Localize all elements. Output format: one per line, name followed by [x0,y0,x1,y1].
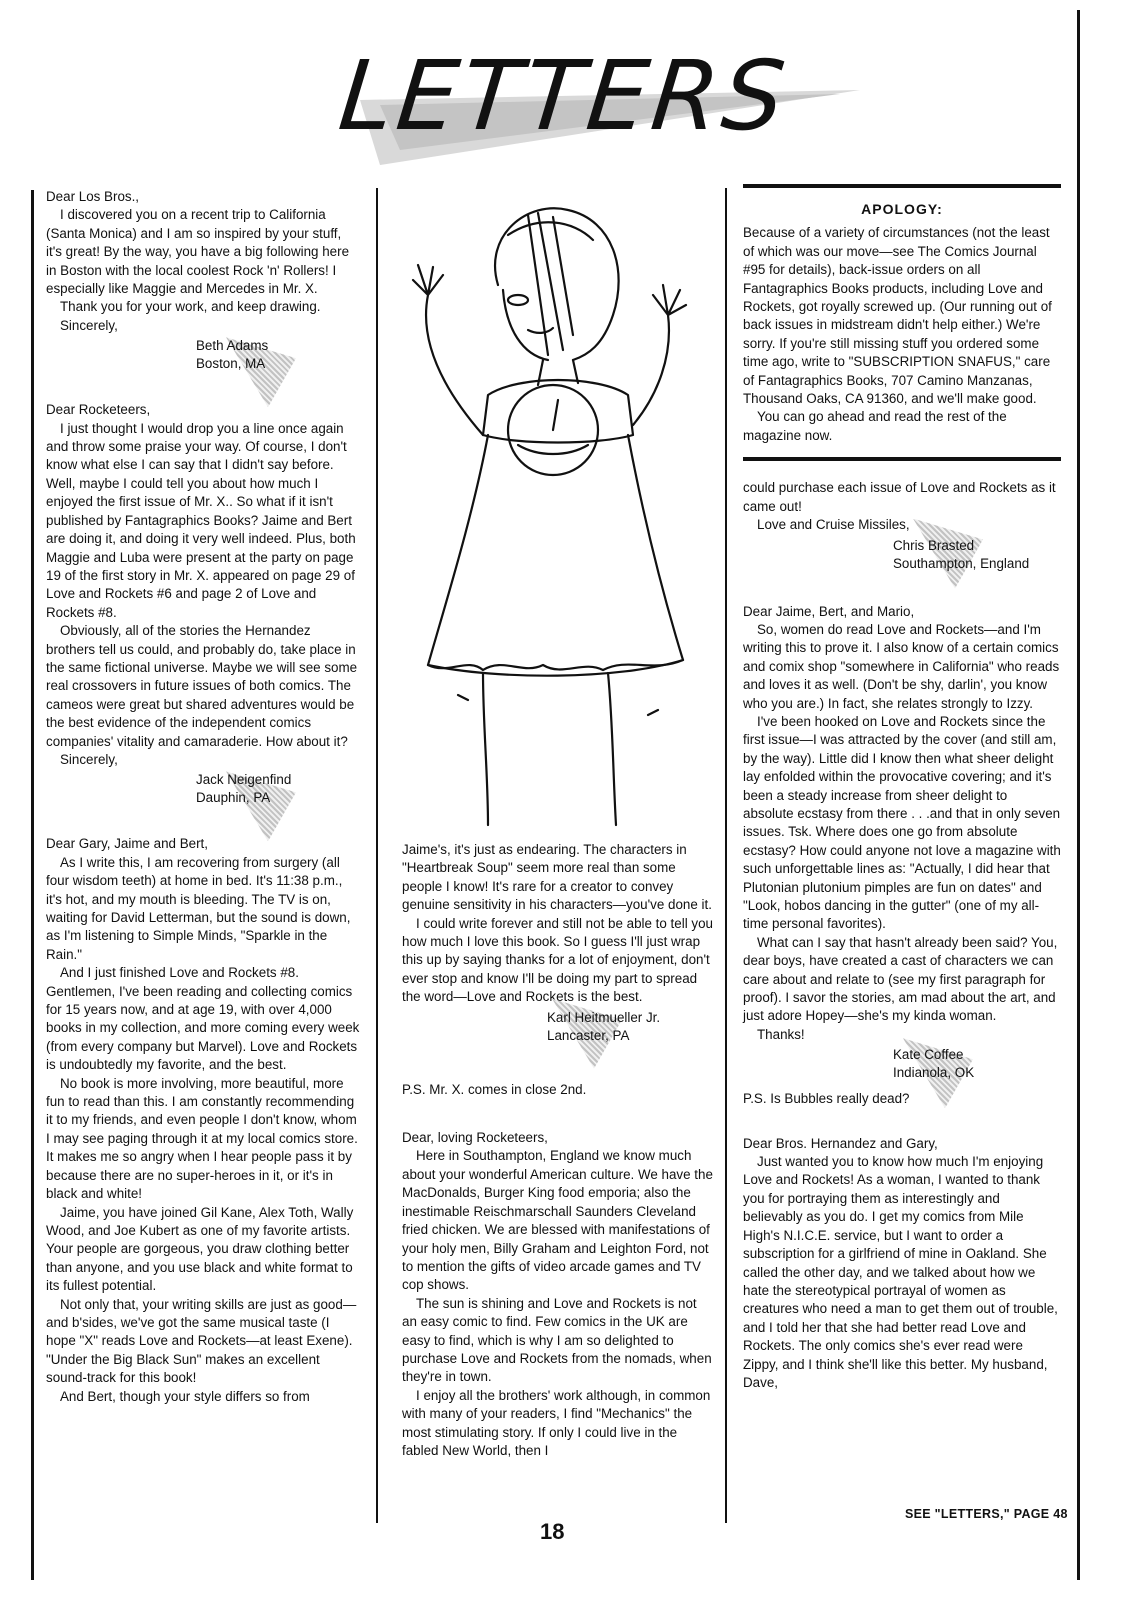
letter-5-paragraph: Here in Southampton, England we know much about your wonderful American culture. We have the MacDonalds, Burger King food emporia; also the inestimable Reischmarschall Saunders Cleveland fried chicken. We are blessed with manifestations of your holy men, Billy Graham and Leighton Ford, not to mention the gifts of video arcade games and TV cop shows. [402,1148,713,1293]
letter-5-paragraph: I enjoy all the brothers' work although, in common with many of your readers, I find "Mechanics" the most stimulating story. If only I could live in the fabled New World, then I [402,1387,711,1458]
letter-6-paragraph: I've been hooked on Love and Rockets since the first issue—I was attracted by the cover (and still am, by the way). Little did I know then what sheer delight lay enfolded within the provocative covering; and it's been a steady increase from sheer delight to absolute ecstasy from there . . .and that in only seven issues. Tsk. Where does one go from absolute ecstasy? How could anyone not love a magazine with such unforgettable lines as: "Actually, I did hear that Plutonian plutonium pimples are fun on dates" and "Look, hobos dancing in the gutter" (one of my all-time personal favorites). [743,713,1061,932]
letter-6-closing: Thanks! [757,1026,805,1042]
letter-1-signature [46,337,360,397]
letter-7-paragraph: Just wanted you to know how much I'm enjoying Love and Rockets! As a woman, I wanted to thank you for portraying them as interestingly and believably as you do. I get my comics from Mile High's N.I.C.E. service, but I want to order a subscription for a girlfriend of mine in Oakland. She called the other day, and we talked about how we hate the stereotypical portrayal of women as creatures who need a man to get them out of trouble, and I told her that she had better read Love and Rockets. The only comics she's ever read were Zippy, and I think she'll like this better. My husband, Dave, [743,1154,1058,1390]
column-divider-1 [376,188,378,1523]
letter-5-location: Southampton, England [893,555,1030,571]
apology-paragraph: Because of a variety of circumstances (not the least of which was our move—see The Comics Journal #95 for details), back-issue orders on all Fantagraphics Books products, including Love and Rockets, got royally screwed up. (Our running out of back issues in midstream didn't help either.) We're sorry. If you're still missing stuff you ordered some time ago, write to "SUBSCRIPTION SNAFUS," care of Fantagraphics Books, 707 Camino Manzanas, Thousand Oaks, CA 91360, and we'll make good. [743,225,1052,407]
letter-1-paragraph: Thank you for your work, and keep drawing. [60,299,321,315]
letter-3-paragraph: Jaime, you have joined Gil Kane, Alex Toth, Wally Wood, and Joe Kubert as one of my favorite artists. Your people are gorgeous, you draw clothing better than anyone, and you use black and white format to its fullest potential. [46,1204,354,1294]
letter-5-author: Chris Brasted [893,537,975,553]
letter-7-salutation: Dear Bros. Hernandez and Gary, [743,1135,938,1151]
letter-3-paragraph: As I write this, I am recovering from surgery (all four wisdom teeth) at home in bed. It's 11:38 p.m., it's hot, and my mouth is bleeding. The TV is on, waiting for David Letterman, but the sound is down, as I'm listening to Simple Minds, "Sparkle in the Rain." [46,854,351,962]
apology-title: APOLOGY: [861,201,943,217]
letter-2-paragraph: I just thought I would drop you a line once again and throw some praise your way. Of course, I don't know what else I can say that I didn't say before. Well, maybe I could tell you about how much I enjoyed the first issue of Mr. X.. So what if it isn't published by Fantagraphics Books? Jaime and Bert are doing it, and doing it very well indeed. Plus, both Maggie and Luba were present at the party on page 19 of the first story in Mr. X. appeared on page 29 of Love and Rockets #6 and page 2 of Love and Rockets #8. [46,420,356,620]
letter-6-salutation: Dear Jaime, Bert, and Mario, [743,603,915,619]
apology-paragraph: You can go ahead and read the rest of the magazine now. [743,409,1007,443]
right-border [1077,10,1080,1580]
letter-4-postscript: P.S. Mr. X. comes in close 2nd. [402,1081,587,1097]
column-divider-2 [725,188,727,1523]
column-2 [402,841,714,1460]
left-border [31,190,34,1580]
letter-2-signature [46,771,360,831]
letter-3-paragraph: And Bert, though your style differs so from [60,1388,310,1404]
letter-3-paragraph: Not only that, your writing skills are just as good—and b'sides, we've got the same musical taste (I hope "X" reads Love and Rockets—at least Exene). "Under the Big Black Sun" makes an excellent sound-track for this book! [46,1296,357,1386]
letter-6-paragraph: So, women do read Love and Rockets—and I'm writing this to prove it. I also know of a certain comics and comix shop "somewhere in California" who reads and loves it as well. (Don't be shy, darlin', you know who you are.) In fact, she relates strongly to Izzy. [743,621,1060,711]
letter-2-paragraph: Obviously, all of the stories the Hernandez brothers tell us could, and probably do, take place in the same fictional universe. Maybe we will see some real crossovers in future issues of both comics. The cameos were great but shared adventures would be the best evidence of the independent comics companies' vitality and camaraderie. How about it? [46,623,358,749]
letter-1-author: Beth Adams [196,338,269,354]
letter-4-signature [402,1009,714,1077]
letter-3-paragraph: No book is more involving, more beautiful, more fun to read than this. I am constantly recommending it to my friends, and even people I don't know, whom I may see paging through it at my local comics store. It makes me so angry when I hear people pass it by because there are no super-heroes in it, or it's in black and white! [46,1075,358,1202]
letter-2-salutation: Dear Rocketeers, [46,402,151,418]
letter-4-paragraph: I could write forever and still not be able to tell you how much I love this book. So I guess I'll just wrap this up by saying thanks for a lot of enjoyment, don't ever stop and know I'll be doing my part to spread the word—Love and Rockets is the best. [402,915,713,1005]
letter-2-closing: Sincerely, [60,751,118,767]
letter-5-paragraph: The sun is shining and Love and Rockets is not an easy comic to find. Few comics in the UK are easy to find, which is why I am so delighted to purchase Love and Rockets from the nomads, when they're in town. [402,1295,712,1385]
letter-5-salutation: Dear, loving Rocketeers, [402,1130,548,1146]
letter-6-author: Kate Coffee [893,1047,964,1063]
letter-3-paragraph: And I just finished Love and Rockets #8. Gentlemen, I've been reading and collecting comics for 15 years now, and at age 19, with over 4,000 books in my collection, and more coming every week (from every company but Marvel). Love and Rockets is undoubtedly my favorite, and the best. [46,965,360,1073]
continued-reference: SEE "LETTERS," PAGE 48 [905,1507,1068,1521]
apology-top-rule [743,184,1061,188]
character-illustration [388,195,718,835]
letter-4-paragraph: Jaime's, it's just as endearing. The characters in "Heartbreak Soup" seem more real than some people I know! It's rare for a creator to convey genuine sensitivity in his characters—you've done it. [402,842,712,913]
letter-4-location: Lancaster, PA [547,1027,630,1043]
column-3 [743,184,1061,1392]
letter-5-signature [743,537,1061,599]
letter-6-signature [743,1046,1061,1086]
letter-3-salutation: Dear Gary, Jaime and Bert, [46,836,208,852]
letter-5-continued: could purchase each issue of Love and Rockets as it came out! [743,480,1056,514]
letter-4-author: Karl Heitmueller Jr. [547,1009,661,1025]
letter-1-paragraph: I discovered you on a recent trip to California (Santa Monica) and I am so inspired by your stuff, it's great! By the way, you have a big following here in Boston with the local coolest Rock 'n' Rollers! I especially like Maggie and Mercedes in Mr. X. [46,207,350,297]
letter-1-location: Boston, MA [196,356,266,372]
page-number: 18 [540,1519,565,1544]
letter-6-postscript: P.S. Is Bubbles really dead? [743,1091,910,1107]
letter-2-location: Dauphin, PA [196,790,271,806]
column-1 [46,188,360,1406]
letter-2-author: Jack Neigenfind [196,772,292,788]
letter-5-closing: Love and Cruise Missiles, [757,517,910,533]
page-header [320,30,880,180]
letter-1-closing: Sincerely, [60,317,118,333]
letter-1-salutation: Dear Los Bros., [46,189,140,204]
letter-6-paragraph: What can I say that hasn't already been said? You, dear boys, have created a cast of characters we can care about and relate to (see my first paragraph for proof). I savor the stories, am mad about the art, and just adore Hopey—she's my kinda woman. [743,934,1058,1024]
letter-6-location: Indianola, OK [893,1065,975,1081]
page-title: LETTERS [334,40,794,152]
